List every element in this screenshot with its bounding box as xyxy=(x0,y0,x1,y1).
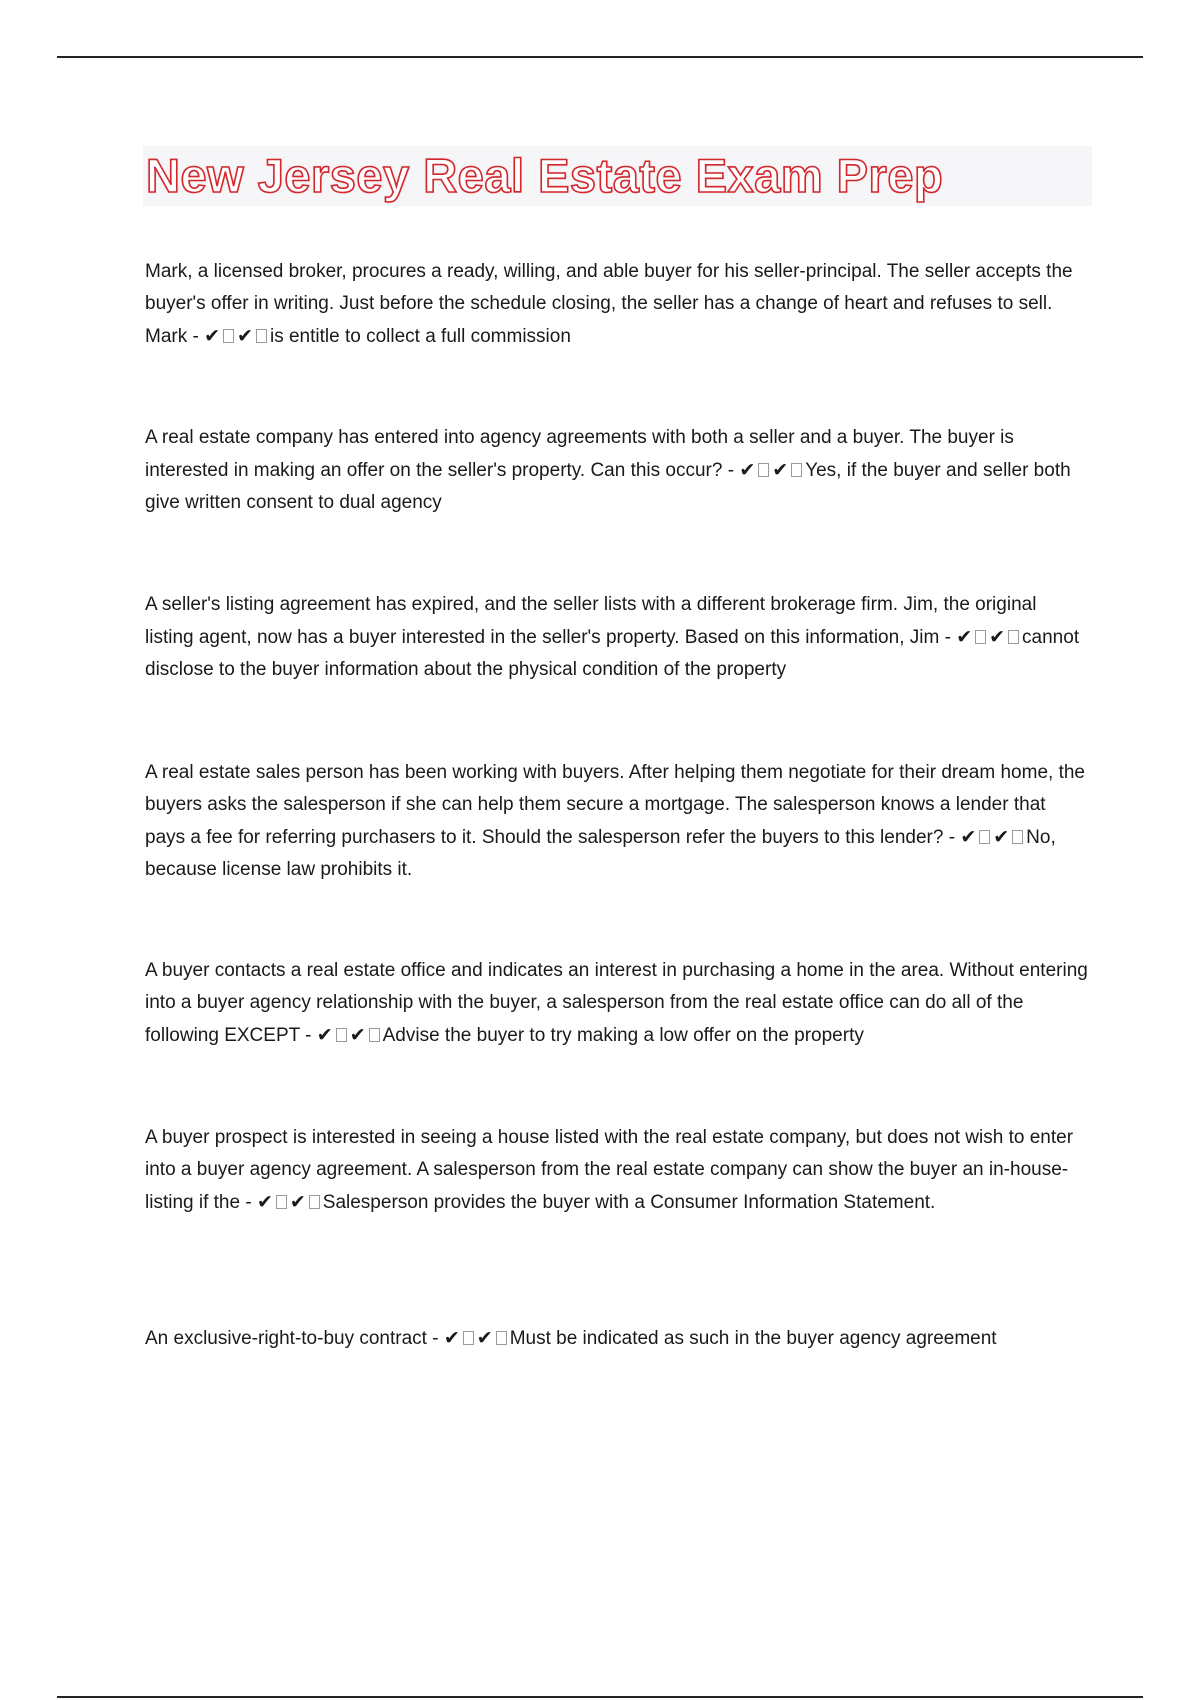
answer-text: Yes, if the buyer and seller both give written consent to dual agency xyxy=(145,460,1071,513)
box-icon xyxy=(1012,830,1023,844)
qa-item-5 xyxy=(145,955,1090,1052)
check-icon: ✔ xyxy=(476,1327,493,1349)
check-icon: ✔ xyxy=(960,826,977,848)
header-rule xyxy=(57,56,1143,58)
box-icon xyxy=(496,1331,507,1345)
answer-text: Salesperson provides the buyer with a Consumer Information Statement. xyxy=(322,1192,936,1213)
box-icon xyxy=(1008,630,1019,644)
check-icon: ✔ xyxy=(443,1327,460,1349)
question-text: An exclusive-right-to-buy contract xyxy=(145,1328,427,1349)
footer-rule xyxy=(57,1696,1143,1698)
answer-separator: - xyxy=(426,1328,444,1349)
qa-item-3 xyxy=(145,589,1090,686)
check-icon: ✔ xyxy=(256,1191,273,1213)
answer-separator: - xyxy=(943,827,961,848)
box-icon xyxy=(979,830,990,844)
qa-item-4 xyxy=(145,757,1090,886)
question-text: A real estate sales person has been working with buyers. After helping them negotiate for their dream home, the buyers asks the salesperson if she can help them secure a mortgage. The salesperson knows a lender that pays a fee for referring purchasers to it. Should the salesperson refer the buyers to this lender? xyxy=(145,762,1085,848)
answer-text: cannot disclose to the buyer information about the physical condition of the property xyxy=(145,627,1080,680)
check-icon: ✔ xyxy=(316,1024,333,1046)
answer-separator: - xyxy=(187,326,205,347)
qa-item-2 xyxy=(145,422,1090,519)
answer-separator: - xyxy=(240,1192,257,1213)
answer-separator: - xyxy=(939,627,957,648)
box-icon xyxy=(336,1028,347,1042)
qa-item-7 xyxy=(145,1322,1090,1355)
answer-text: No, because license law prohibits it. xyxy=(145,827,1056,880)
question-text: A seller's listing agreement has expired, and the seller lists with a different brokerage firm. Jim, the original listing agent, now has a buyer interested in the seller's property. Based on this information, Jim xyxy=(145,594,1037,648)
question-text: A buyer contacts a real estate office and indicates an interest in purchasing a home in the area. Without entering into a buyer agency relationship with the buyer, a salesperson from the real estate office can do all of the following EXCEPT xyxy=(145,960,1088,1046)
box-icon xyxy=(758,463,769,477)
answer-text: is entitle to collect a full commission xyxy=(269,326,571,347)
question-text: Mark, a licensed broker, procures a ready, willing, and able buyer for his seller-principal. The seller accepts the buyer's offer in writing. Just before the schedule closing, the seller has a change of heart and refuses to sell. Mark xyxy=(145,261,1073,347)
document-title: New Jersey Real Estate Exam Prep xyxy=(146,149,944,202)
check-icon: ✔ xyxy=(993,826,1010,848)
check-icon: ✔ xyxy=(289,1191,306,1213)
box-icon xyxy=(791,463,802,477)
check-icon: ✔ xyxy=(739,459,756,481)
check-icon: ✔ xyxy=(772,459,789,481)
answer-separator: - xyxy=(722,460,740,481)
box-icon xyxy=(463,1331,474,1345)
check-icon: ✔ xyxy=(237,325,253,347)
qa-item-1 xyxy=(145,256,1090,353)
box-icon xyxy=(223,329,234,343)
qa-item-6 xyxy=(145,1122,1090,1219)
box-icon xyxy=(975,630,986,644)
check-icon: ✔ xyxy=(204,325,221,347)
check-icon: ✔ xyxy=(956,626,973,648)
box-icon xyxy=(276,1195,287,1209)
answer-separator: - xyxy=(299,1025,317,1046)
box-icon xyxy=(256,329,267,343)
box-icon xyxy=(309,1195,320,1209)
answer-text: Must be indicated as such in the buyer agency agreement xyxy=(509,1328,997,1349)
box-icon xyxy=(369,1028,380,1042)
question-text: A real estate company has entered into agency agreements with both a seller and a buyer. The buyer is interested in making an offer on the seller's property. Can this occur? xyxy=(145,427,1014,481)
check-icon: ✔ xyxy=(349,1024,366,1046)
check-icon: ✔ xyxy=(989,626,1006,648)
answer-text: Advise the buyer to try making a low offer on the property xyxy=(382,1025,864,1046)
question-text: A buyer prospect is interested in seeing a house listed with the real estate company, but does not wish to enter into a buyer agency agreement. A salesperson from the real estate company can show the buyer an in-house-listing if the xyxy=(145,1127,1074,1213)
